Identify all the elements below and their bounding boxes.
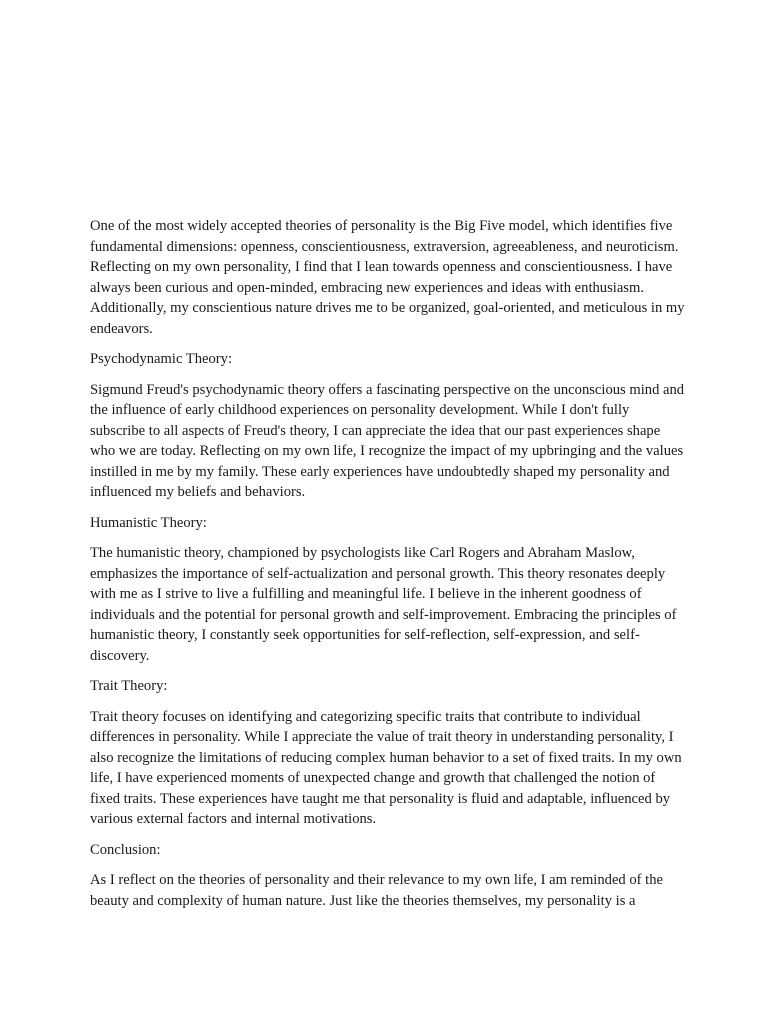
- section-body-psychodynamic: Sigmund Freud's psychodynamic theory offers a fascinating perspective on the unconscious mind and the influence of early childhood experiences on personality development. While I don't fully subscribe to all aspects of Freud's theory, I can appreciate the idea that our past experiences shape who we are today. Reflecting on my own life, I recognize the impact of my upbringing and the values instilled in me by my family. These early experiences have undoubtedly shaped my personality and influenced my beliefs and behaviors.: [90, 381, 685, 500]
- section-heading-conclusion: Conclusion:: [90, 841, 161, 858]
- section-heading-trait: Trait Theory:: [90, 678, 168, 694]
- section-heading-humanistic: Humanistic Theory:: [90, 514, 207, 531]
- section-heading-psychodynamic: Psychodynamic Theory:: [90, 351, 232, 367]
- document-body: [90, 216, 688, 921]
- section-body-conclusion: As I reflect on the theories of personality and their relevance to my own life, I am reminded of the beauty and complexity of human nature. Just like the theories themselves, my personality is a: [90, 872, 664, 909]
- section-body-trait: Trait theory focuses on identifying and categorizing specific traits that contribute to individual differences in personality. While I appreciate the value of trait theory in understanding personality, I also recognize the limitations of reducing complex human behavior to a set of fixed traits. In my own life, I have experienced moments of unexpected change and growth that challenged the notion of fixed traits. These experiences have taught me that personality is fluid and adaptable, influenced by various external factors and internal motivations.: [90, 708, 682, 827]
- section-body-humanistic: The humanistic theory, championed by psychologists like Carl Rogers and Abraham Maslow, emphasizes the importance of self-actualization and personal growth. This theory resonates deeply with me as I strive to live a fulfilling and meaningful life. I believe in the inherent goodness of individuals and the potential for personal growth and self-improvement. Embracing the principles of humanistic theory, I constantly seek opportunities for self-reflection, self-expression, and self-discovery.: [90, 545, 677, 664]
- intro-paragraph: One of the most widely accepted theories of personality is the Big Five model, which identifies five fundamental dimensions: openness, conscientiousness, extraversion, agreeableness, and neuroticism. Reflecting on my own personality, I find that I lean towards openness and conscientiousness. I have always been curious and open-minded, embracing new experiences and ideas with enthusiasm. Additionally, my conscientious nature drives me to be organized, goal-oriented, and meticulous in my endeavors.: [90, 218, 685, 337]
